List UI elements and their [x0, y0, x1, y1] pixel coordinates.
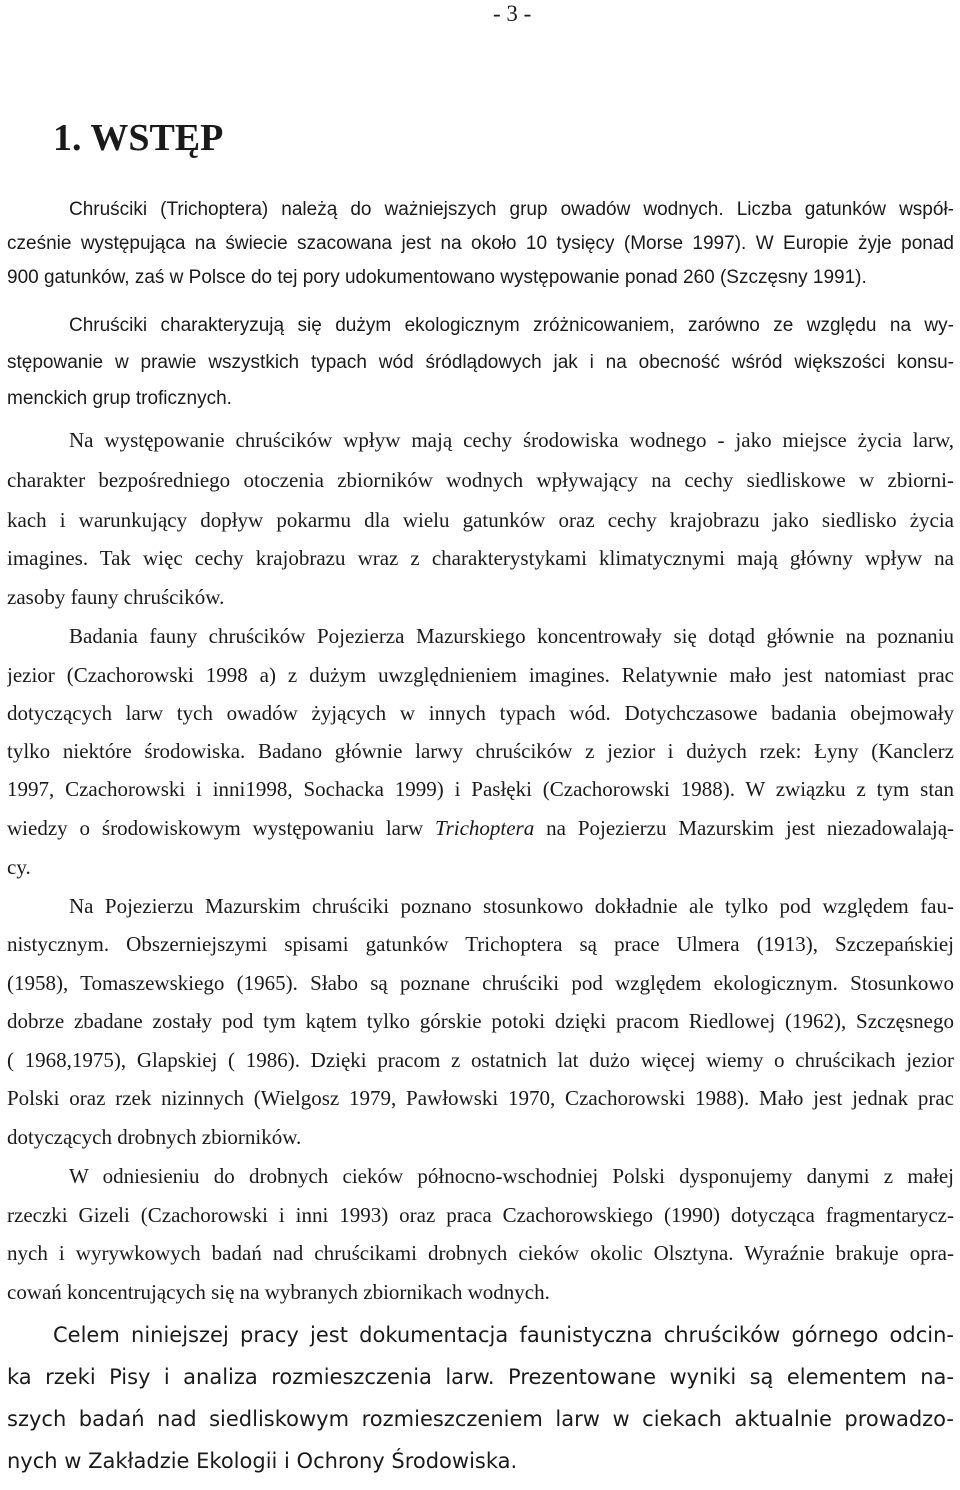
- paragraph-line-with-taxon: [7, 815, 954, 841]
- paragraph-line: dobrze zbadane zostały pod tym kątem tylko górskie potoki dzięki pracom Riedlowej (1962), Szczęsnego: [7, 1009, 954, 1033]
- section-heading: 1. WSTĘP: [53, 117, 224, 159]
- paragraph-line: imagines. Tak więc cechy krajobrazu wraz z charakterystykami klimatycznymi mają główny wpływ na: [7, 546, 954, 570]
- paragraph-line: Chruściki (Trichoptera) należą do ważniejszych grup owadów wodnych. Liczba gatunków współ-: [69, 199, 954, 220]
- paragraph-line: ( 1968,1975), Glapskiej ( 1986). Dzięki pracom z ostatnich lat dużo więcej wiemy o chruścikach jezior: [7, 1048, 954, 1072]
- paragraph-line: jezior (Czachorowski 1998 a) z dużym uwzględnieniem imagines. Relatywnie mało jest natomiast prac: [7, 663, 954, 687]
- paragraph-line: cześnie występująca na świecie szacowana jest na około 10 tysięcy (Morse 1997). W Europie żyje ponad: [7, 233, 954, 254]
- paragraph-line: nych w Zakładzie Ekologii i Ochrony Środowiska.: [7, 1449, 518, 1473]
- paragraph-line: ka rzeki Pisy i analiza rozmieszczenia larw. Prezentowane wyniki są elementem na-: [7, 1365, 954, 1389]
- paragraph-line: cy.: [7, 855, 31, 879]
- taxon-name: Trichoptera: [435, 816, 535, 840]
- paragraph-line: menckich grup troficznych.: [7, 388, 232, 409]
- paragraph-line: Na Pojezierzu Mazurskim chruściki poznano stosunkowo dokładnie ale tylko pod względem fau-: [69, 894, 954, 918]
- paragraph-line: zasoby fauny chruścików.: [7, 585, 225, 609]
- paragraph-line: rzeczki Gizeli (Czachorowski i inni 1993) oraz praca Czachorowskiego (1990) dotycząca fragmentarycz-: [7, 1203, 954, 1227]
- line-text-before: wiedzy o środowiskowym występowaniu larw: [7, 816, 436, 840]
- paragraph-line: (1958), Tomaszewskiego (1965). Słabo są poznane chruściki pod względem ekologicznym. Stosunkowo: [7, 971, 954, 995]
- paragraph-line: 900 gatunków, zaś w Polsce do tej pory udokumentowano występowanie ponad 260 (Szczęsny 1991).: [7, 267, 867, 288]
- paragraph-line: tylko niektóre środowiska. Badano głównie larwy chruścików z jezior i dużych rzek: Łyny (Kanclerz: [7, 739, 954, 763]
- paragraph-line: dotyczących drobnych zbiorników.: [7, 1125, 302, 1149]
- paragraph-line: Chruściki charakteryzują się dużym ekologicznym zróżnicowaniem, zarówno ze względu na wy-: [69, 315, 954, 336]
- line-text-after: na Pojezierzu Mazurskim jest niezadowalają-: [534, 816, 954, 840]
- paragraph-line: stępowanie w prawie wszystkich typach wód śródlądowych jak i na obecność wśród większości konsu-: [7, 352, 954, 373]
- paragraph-line: W odniesieniu do drobnych cieków północno-wschodniej Polski dysponujemy danymi z małej: [69, 1164, 954, 1188]
- paragraph-line: szych badań nad siedliskowym rozmieszczeniem larw w ciekach aktualnie prowadzo-: [7, 1407, 954, 1431]
- paragraph-line: Polski oraz rzek nizinnych (Wielgosz 1979, Pawłowski 1970, Czachorowski 1988). Mało jest jednak prac: [7, 1086, 954, 1110]
- paragraph-line: kach i warunkujący dopływ pokarmu dla wielu gatunków oraz cechy krajobrazu jako siedlisko życia: [7, 508, 954, 532]
- paragraph-line: cowań koncentrujących się na wybranych zbiornikach wodnych.: [7, 1280, 550, 1304]
- page-number: - 3 -: [493, 1, 532, 26]
- paragraph-line: Celem niniejszej pracy jest dokumentacja faunistyczna chruścików górnego odcin-: [53, 1323, 954, 1347]
- paragraph-line: Na występowanie chruścików wpływ mają cechy środowiska wodnego - jako miejsce życia larw,: [69, 428, 954, 452]
- paragraph-line: dotyczących larw tych owadów żyjących w innych typach wód. Dotychczasowe badania obejmowały: [7, 701, 954, 725]
- paragraph-line: nistycznym. Obszerniejszymi spisami gatunków Trichoptera są prace Ulmera (1913), Szczepańskiej: [7, 932, 954, 956]
- paragraph-line: nych i wyrywkowych badań nad chruścikami drobnych cieków okolic Olsztyna. Wyraźnie brakuje opra-: [7, 1241, 954, 1265]
- paragraph-line: 1997, Czachorowski i inni1998, Sochacka 1999) i Pasłęki (Czachorowski 1988). W związku z tym stan: [7, 777, 954, 801]
- paragraph-line: Badania fauny chruścików Pojezierza Mazurskiego koncentrowały się dotąd głównie na poznaniu: [69, 624, 954, 648]
- paragraph-line: charakter bezpośredniego otoczenia zbiorników wodnych wpływający na cechy siedliskowe w zbiorni-: [7, 468, 954, 492]
